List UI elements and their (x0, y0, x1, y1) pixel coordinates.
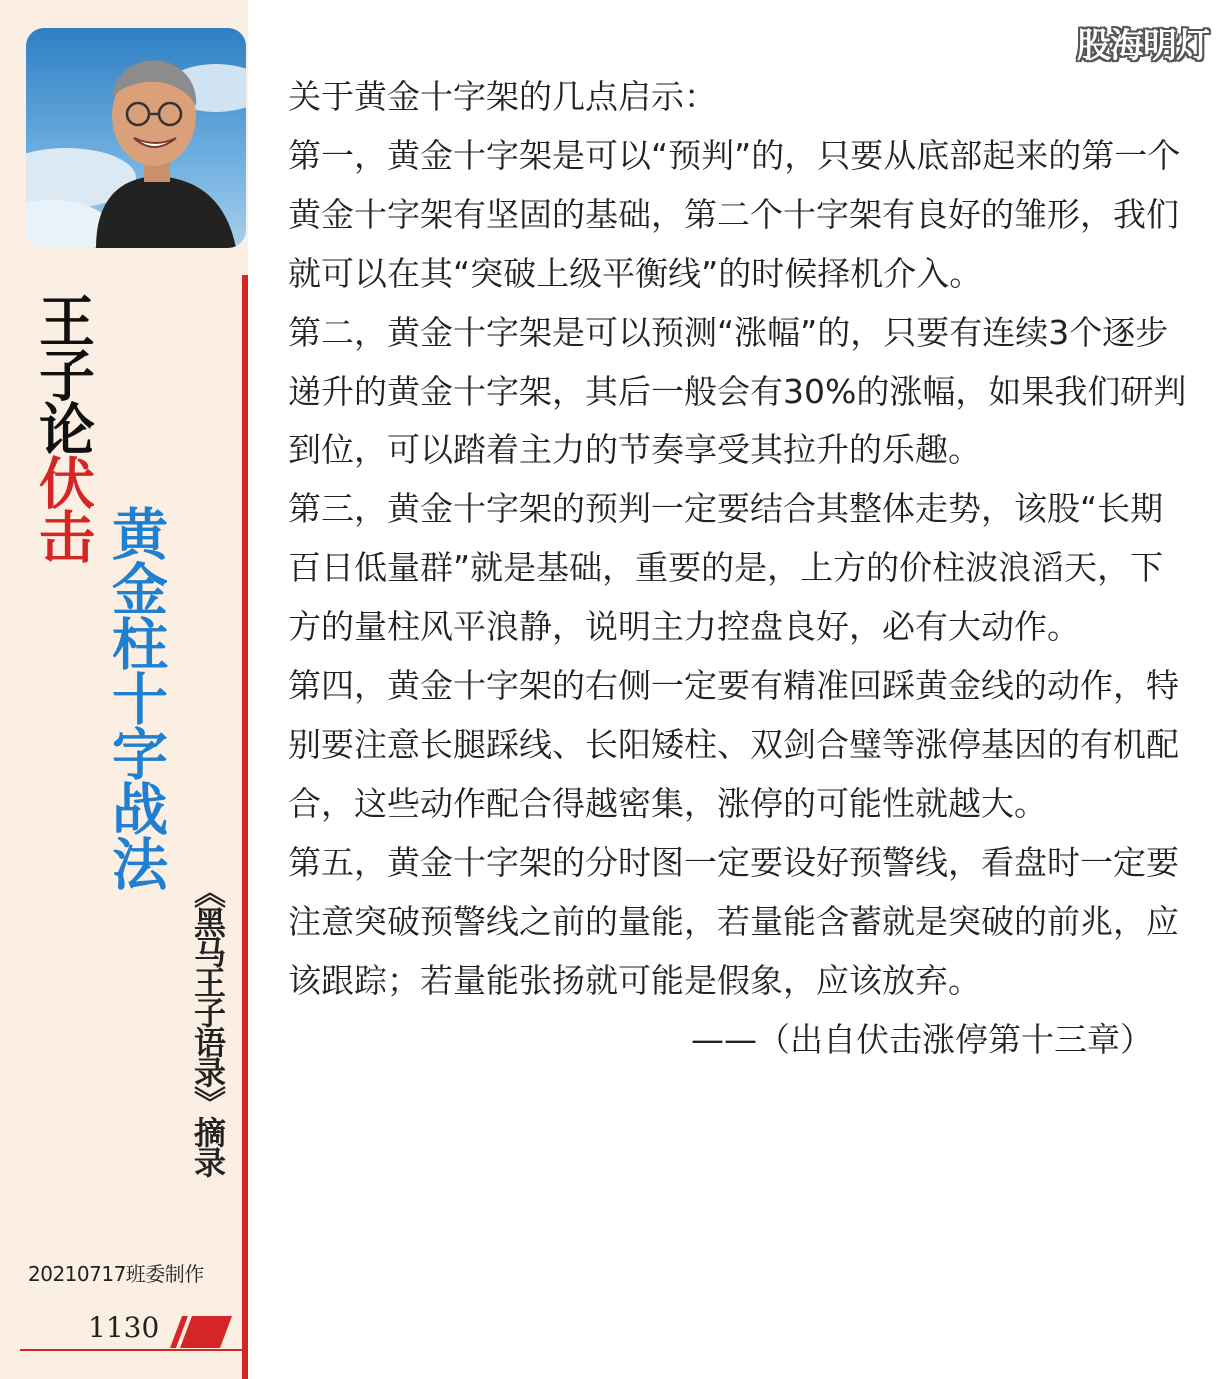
intro-paragraph: 关于黄金十字架的几点启示： (288, 77, 717, 116)
column-title-accent: 伏击 (30, 454, 96, 562)
book-reference: 《黑马王子语录》摘录 (189, 876, 227, 1176)
portrait-image (26, 28, 246, 248)
vertical-divider (242, 275, 248, 1379)
red-stripes-decoration (168, 1316, 232, 1348)
sidebar (0, 0, 248, 1379)
portrait-photo (26, 28, 246, 248)
bottom-divider (20, 1349, 242, 1351)
source-citation: ——（出自伏击涨停第十三章） (691, 1019, 1153, 1059)
paragraph-5: 第五，黄金十字架的分时图一定要设好预警线，看盘时一定要注意突破预警线之前的量能，若量能含蓄就是突破的前兆，应该跟踪；若量能张扬就可能是假象，应该放弃。 (288, 842, 1179, 1000)
paragraph-4: 第四，黄金十字架的右侧一定要有精准回踩黄金线的动作，特别要注意长腿踩线、长阳矮柱、双剑合璧等涨停基因的有机配合，这些动作配合得越密集，涨停的可能性就越大。 (288, 666, 1179, 823)
paragraph-2: 第二，黄金十字架是可以预测“涨幅”的，只要有连续3个逐步递升的黄金十字架，其后一般会有30%的涨幅，如果我们研判到位，可以踏着主力的节奏享受其拉升的乐趣。 (288, 312, 1187, 470)
paragraph-1: 第一，黄金十字架是可以“预判”的，只要从底部起来的第一个黄金十字架有坚固的基础，第二个十字架有良好的雏形，我们就可以在其“突破上级平衡线”的时候择机介入。 (288, 135, 1181, 293)
column-title-main: 王子论 (30, 292, 96, 454)
article-body (288, 68, 1193, 1069)
paragraph-3: 第三，黄金十字架的预判一定要结合其整体走势，该股“长期百日低量群”就是基础，重要的是，上方的价柱波浪滔天，下方的量柱风平浪静，说明主力控盘良好，必有大动作。 (288, 489, 1164, 647)
subtitle: 黄金柱十字战法 (103, 505, 169, 890)
page-number: 1130 (88, 1311, 160, 1344)
credit-line: 20210717班委制作 (28, 1262, 204, 1286)
column-title (30, 292, 96, 562)
watermark: 股海明灯 (1077, 26, 1209, 66)
